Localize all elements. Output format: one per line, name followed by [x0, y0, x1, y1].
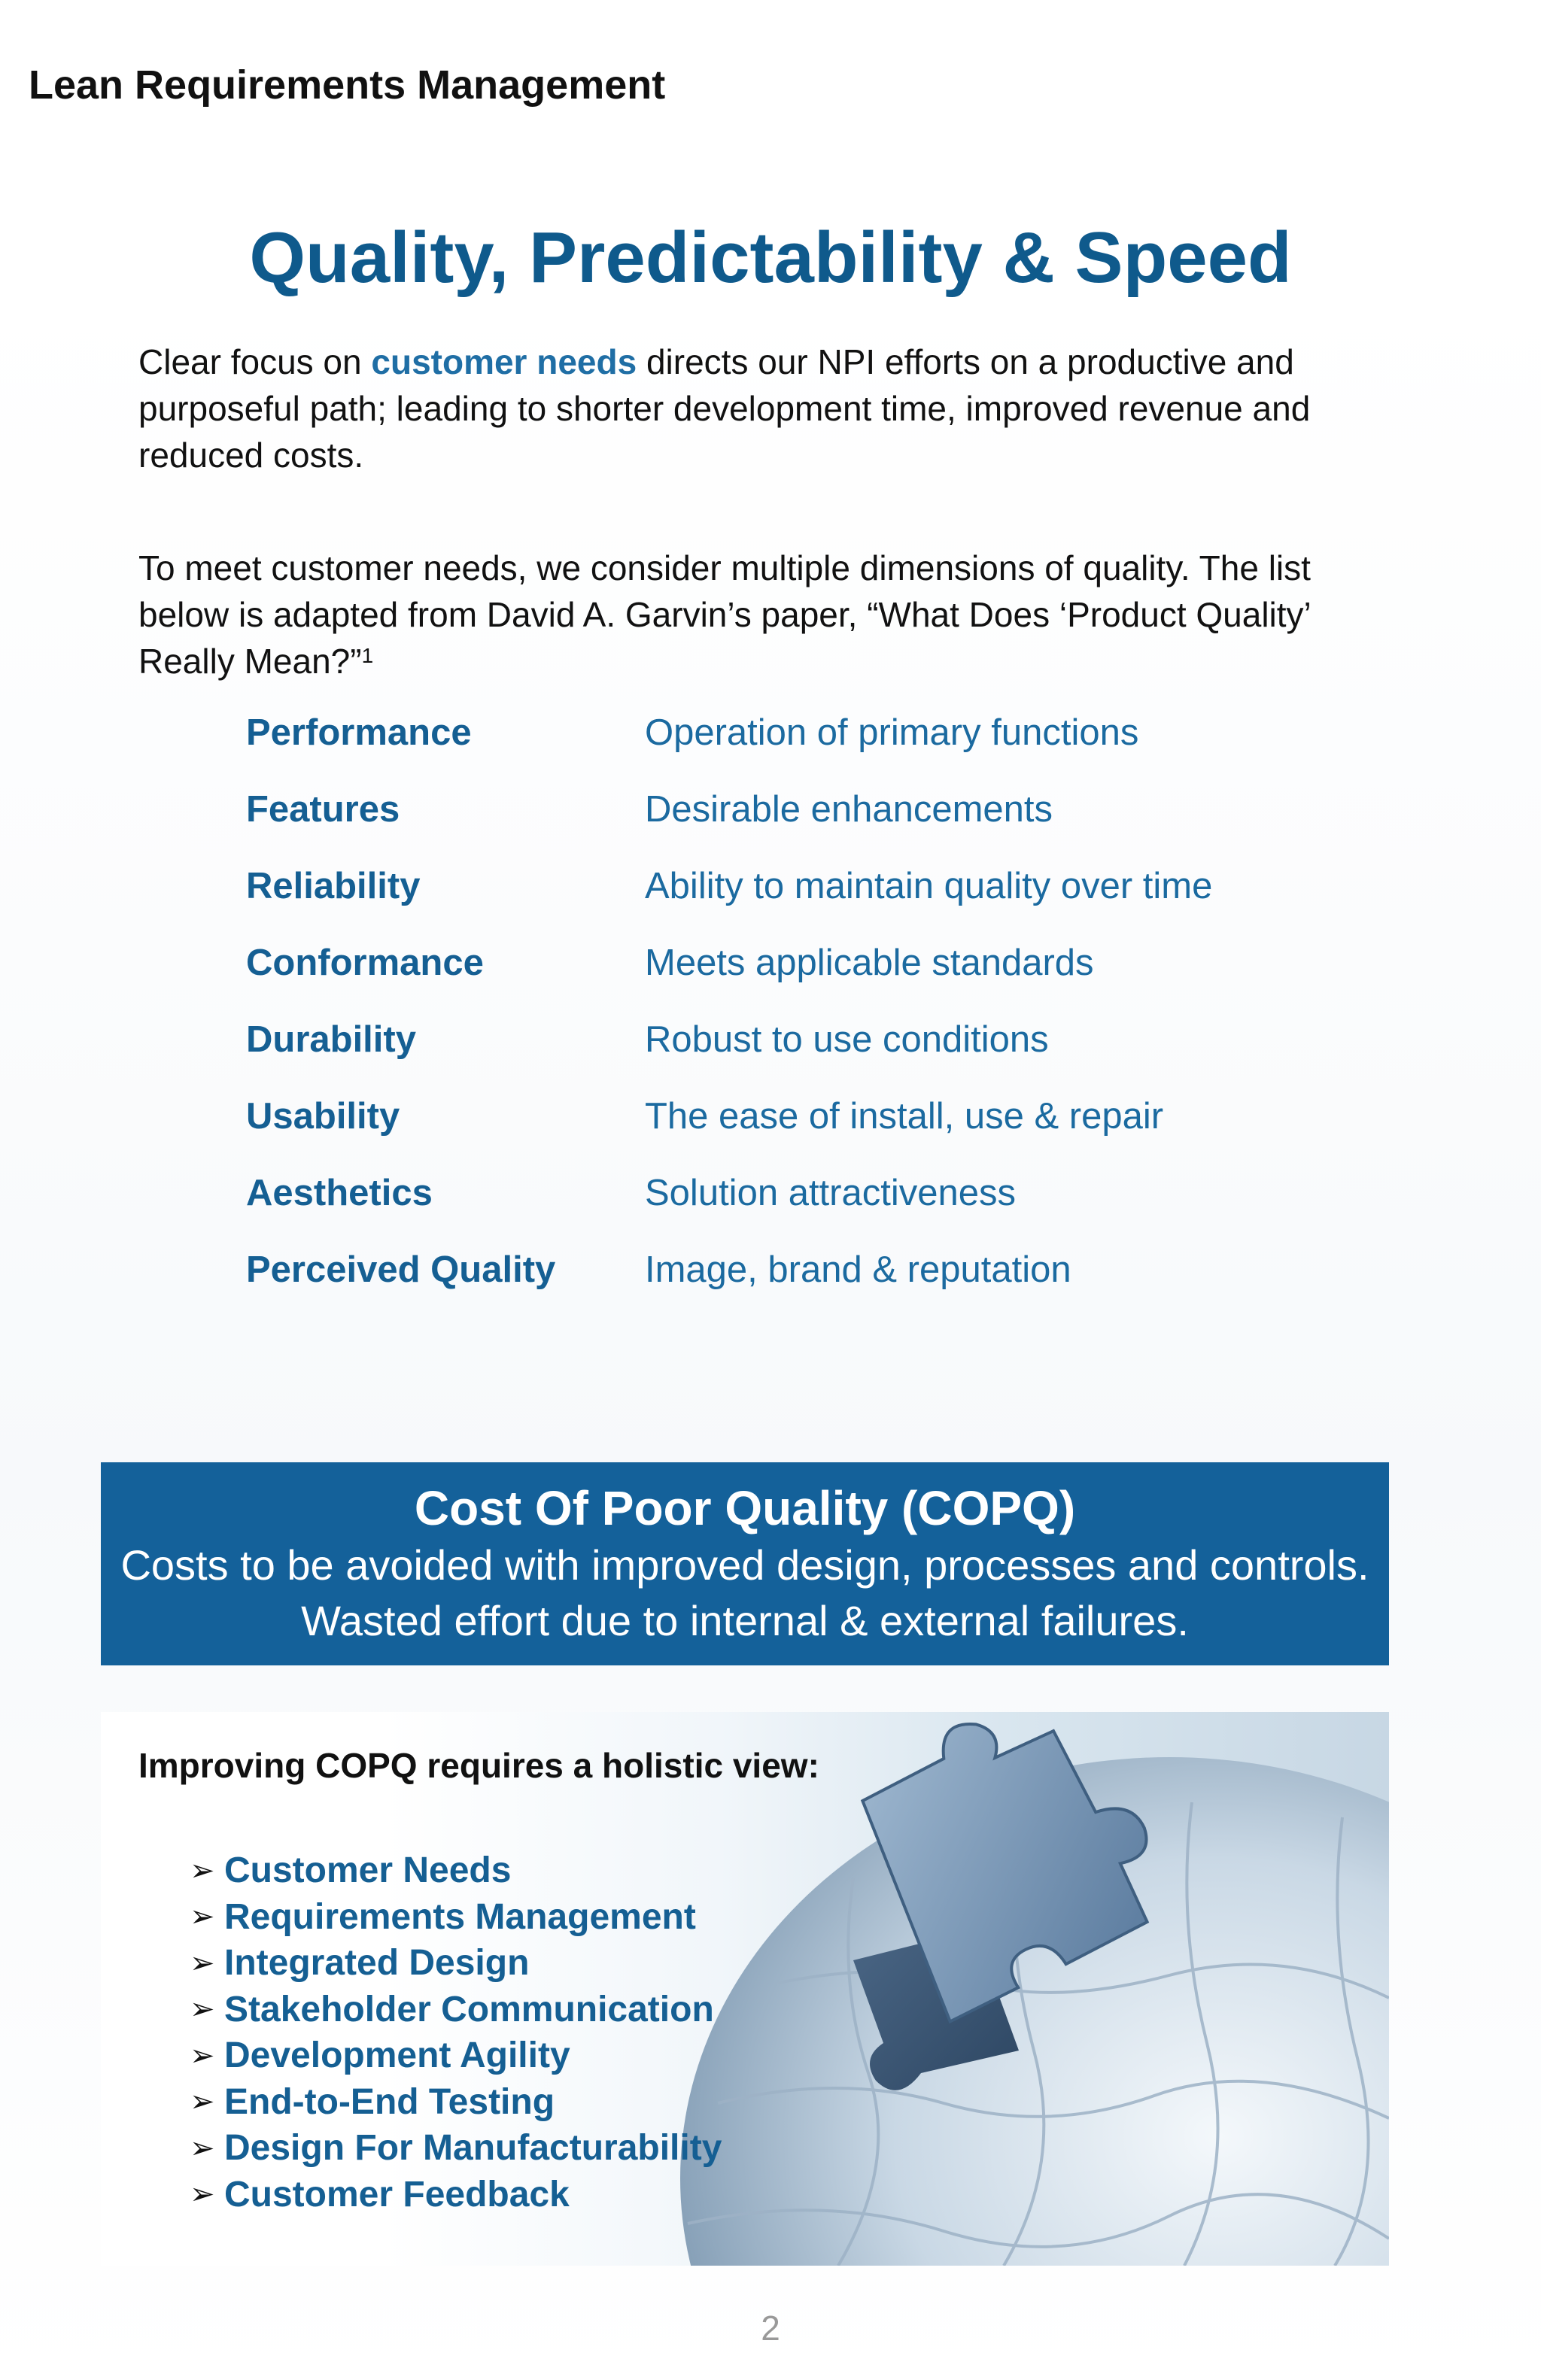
dimension-description: The ease of install, use & repair	[645, 1096, 1164, 1137]
dimension-name: Reliability	[246, 866, 421, 906]
dimension-row	[246, 1172, 1375, 1249]
page-number: 2	[761, 2309, 780, 2348]
dimension-name: Conformance	[246, 943, 484, 983]
dimension-row	[246, 1249, 1375, 1325]
dimension-row	[246, 1018, 1375, 1095]
holistic-list	[190, 1847, 867, 2218]
list-item	[190, 2032, 867, 2079]
list-item-label: Design For Manufacturability	[224, 2128, 722, 2169]
list-item	[190, 2079, 867, 2126]
dimension-description: Solution attractiveness	[645, 1173, 1016, 1213]
list-item-label: Customer Feedback	[224, 2174, 570, 2215]
footnote-marker: 1	[361, 644, 374, 667]
dimension-row	[246, 788, 1375, 865]
arrow-bullet-icon: ➢	[190, 1993, 215, 2026]
dimension-row	[246, 712, 1375, 788]
copq-description: Costs to be avoided with improved design, processes and controls. Wasted effort due to internal & external failures.	[120, 1541, 1369, 1644]
list-item	[190, 2125, 867, 2172]
intro-paragraph	[138, 338, 1403, 478]
list-item	[190, 1894, 867, 1941]
dimension-description: Operation of primary functions	[645, 712, 1139, 753]
list-item-label: Stakeholder Communication	[224, 1989, 714, 2029]
header-title: Lean Requirements Management	[29, 62, 666, 108]
quality-dimensions-list	[246, 712, 1375, 1325]
list-item-label: Development Agility	[224, 2035, 570, 2076]
dimension-description: Desirable enhancements	[645, 789, 1053, 830]
dimension-description: Image, brand & reputation	[645, 1249, 1071, 1290]
dimension-name: Performance	[246, 712, 472, 753]
arrow-bullet-icon: ➢	[190, 1946, 215, 1980]
list-item-label: Requirements Management	[224, 1896, 696, 1937]
arrow-bullet-icon: ➢	[190, 2178, 215, 2212]
dimension-name: Usability	[246, 1096, 400, 1137]
intro-text-before: Clear focus on	[138, 342, 372, 381]
arrow-bullet-icon: ➢	[190, 1900, 215, 1934]
page-title: Quality, Predictability & Speed	[249, 217, 1292, 298]
dimension-name: Perceived Quality	[246, 1249, 556, 1290]
dimension-description: Robust to use conditions	[645, 1019, 1049, 1060]
copq-banner	[101, 1462, 1389, 1665]
arrow-bullet-icon: ➢	[190, 1853, 215, 1887]
dimension-row	[246, 865, 1375, 942]
arrow-bullet-icon: ➢	[190, 2038, 215, 2072]
quality-dimensions-intro	[138, 545, 1403, 685]
intro-text-after: directs our NPI efforts on a productive and purposeful path; leading to shorter development time, improved revenue and reduced costs.	[138, 342, 1311, 475]
list-item	[190, 1987, 867, 2033]
list-item-label: Customer Needs	[224, 1850, 512, 1891]
dimension-name: Features	[246, 789, 400, 830]
list-item	[190, 1940, 867, 1987]
dimension-name: Aesthetics	[246, 1173, 433, 1213]
dimension-description: Ability to maintain quality over time	[645, 866, 1213, 906]
intro2-text: To meet customer needs, we consider multiple dimensions of quality. The list below is adapted from David A. Garvin’s paper, “What Does ‘Product Quality’ Really Mean?”	[138, 548, 1311, 681]
list-item-label: End-to-End Testing	[224, 2081, 555, 2122]
arrow-bullet-icon: ➢	[190, 2085, 215, 2119]
holistic-heading: Improving COPQ requires a holistic view:	[138, 1746, 819, 1785]
dimension-row	[246, 942, 1375, 1018]
arrow-bullet-icon: ➢	[190, 2131, 215, 2165]
list-item	[190, 1847, 867, 1894]
dimension-row	[246, 1095, 1375, 1172]
dimension-name: Durability	[246, 1019, 416, 1060]
dimension-description: Meets applicable standards	[645, 943, 1094, 983]
intro-highlight: customer needs	[371, 342, 637, 381]
list-item	[190, 2172, 867, 2218]
list-item-label: Integrated Design	[224, 1943, 530, 1984]
copq-title: Cost Of Poor Quality (COPQ)	[414, 1481, 1076, 1535]
